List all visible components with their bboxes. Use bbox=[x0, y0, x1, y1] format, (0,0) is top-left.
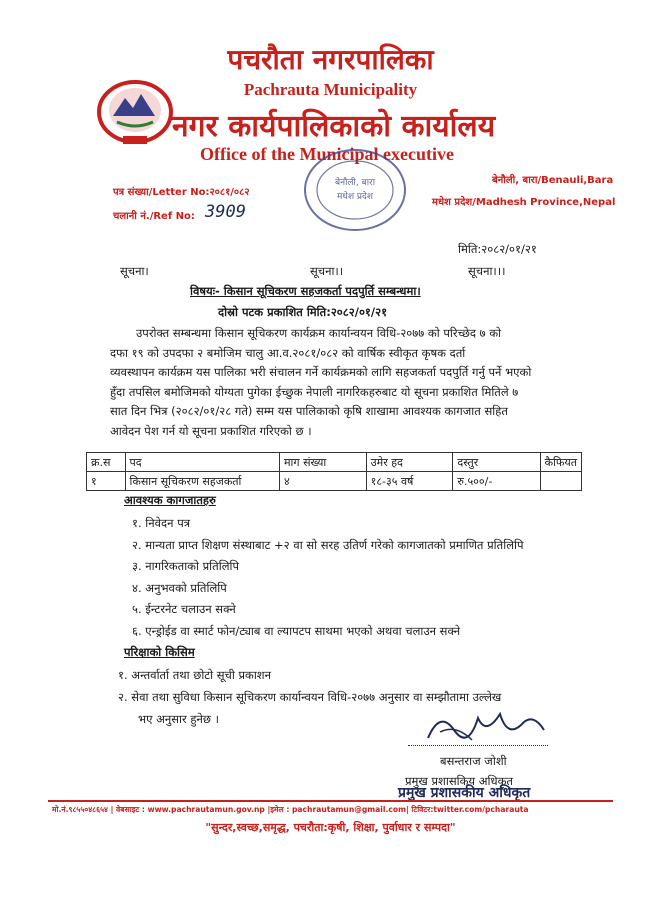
nepal-emblem-logo bbox=[95, 78, 175, 146]
list-item: २. मान्यता प्राप्त शिक्षण संस्थाबाट +२ वा सो सरह उतिर्ण गरेको कागजातको प्रमाणित प्रतिलिपि bbox=[132, 537, 524, 552]
notice-label-1: सूचना। bbox=[120, 264, 149, 278]
signature-line bbox=[408, 745, 548, 746]
table-cell: किसान सूचिकरण सहजकर्ता bbox=[125, 472, 279, 491]
footer-slogan: "सुन्दर,स्वच्छ,समृद्ध, पचरौता:कृषी, शिक्षा, पुर्वाधार र सम्पदा" bbox=[205, 821, 456, 834]
footer-contact: मो.नं.९८५५०४८६५४ | वेबसाइट : www.pachrautamun.gov.np |इमेल : pachrautamun@gmail.com| टिविटर:twitter.com/pcharauta bbox=[52, 805, 529, 814]
paragraph-line: सात दिन भित्र (२०८२/०१/२८ गते) सम्म यस पालिकाको कृषि शाखामा आवश्यक कागजात सहित bbox=[110, 404, 508, 418]
table-header-cell: क्र.स bbox=[87, 453, 126, 472]
svg-text:बेनौली, बारा: बेनौली, बारा bbox=[334, 178, 376, 188]
ref-number-handwritten: 3909 bbox=[205, 202, 246, 222]
notice-label-3: सूचना।।। bbox=[468, 264, 506, 278]
table-header-cell: दस्तुर bbox=[453, 453, 540, 472]
list-item: ४. अनुभवको प्रतिलिपि bbox=[132, 580, 227, 595]
table-header-cell: पद bbox=[125, 453, 279, 472]
paragraph-line: दफा १९ को उपदफा २ बमोजिम चालु आ.व.२०८१/०८२ को वार्षिक स्वीकृत कृषक दर्ता bbox=[110, 345, 466, 360]
office-name-np: नगर कार्यपालिकाको कार्यालय bbox=[172, 109, 496, 144]
table-cell: रु.५००/- bbox=[453, 472, 540, 491]
handwritten-signature bbox=[420, 700, 550, 748]
paragraph-line: आवेदन पेश गर्न यो सूचना प्रकाशित गरिएको छ । bbox=[110, 423, 312, 438]
table-header-cell: कैफियत bbox=[540, 453, 581, 472]
address-line-1: बेनौली, बारा/Benauli,Bara bbox=[492, 175, 614, 186]
table-cell: ४ bbox=[279, 472, 366, 491]
ref-number-label: चलानी नं./Ref No: bbox=[113, 211, 195, 222]
list-item: भए अनुसार हुनेछ । bbox=[138, 712, 219, 726]
table-cell: १८-३५ वर्ष bbox=[366, 472, 453, 491]
notice-subject: विषयः- किसान सूचिकरण सहजकर्ता पदपुर्ति सम्बन्धमा। bbox=[190, 284, 421, 298]
designation-stamp: प्रमुख प्रशासकीय अधिकृत bbox=[398, 785, 531, 801]
office-round-stamp bbox=[300, 145, 410, 235]
municipality-name-en: Pachrauta Municipality bbox=[243, 80, 418, 99]
office-name-en: Office of the Municipal executive bbox=[200, 144, 454, 164]
list-item: ५. ईन्टरनेट चलाउन सक्ने bbox=[132, 602, 236, 616]
letter-number: पत्र संख्या/Letter No:२०८१/०८२ bbox=[113, 187, 250, 198]
table-row bbox=[87, 472, 582, 491]
table-header-cell: उमेर हद bbox=[366, 453, 453, 472]
paragraph-line: व्यवस्थापन कार्यक्रम यस पालिका भरी संचालन गर्ने कार्यक्रमको लागि सहजकर्ता पदपुर्ति गर्नु पर्ने भएको bbox=[110, 365, 532, 379]
documents-heading: आवश्यक कागजातहरु bbox=[124, 493, 216, 507]
signatory-name: बसन्तराज जोशी bbox=[440, 754, 507, 768]
footer-divider bbox=[48, 800, 613, 802]
list-item: ३. नागरिकताको प्रतिलिपि bbox=[132, 559, 240, 573]
notice-label-2: सूचना।। bbox=[310, 264, 344, 278]
signatory-title: प्रमुख प्रशासकिय अधिकृत bbox=[405, 774, 513, 788]
list-item: २. सेवा तथा सुविधा किसान सूचिकरण कार्यान्वयन विधि-२०७७ अनुसार वा सम्झौतामा उल्लेख bbox=[118, 690, 502, 704]
notice-paragraph bbox=[110, 324, 580, 441]
exam-heading: परिक्षाको किसिम bbox=[124, 645, 195, 659]
address-line-2: मधेश प्रदेश/Madhesh Province,Nepal bbox=[432, 197, 616, 208]
table-header-row bbox=[87, 453, 582, 472]
svg-text:मधेश प्रदेश: मधेश प्रदेश bbox=[337, 192, 373, 202]
list-item: १. निवेदन पत्र bbox=[132, 516, 191, 530]
list-item: १. अन्तर्वार्ता तथा छोटो सूची प्रकाशन bbox=[118, 668, 272, 682]
vacancy-table bbox=[86, 452, 582, 491]
notice-date: मिति:२०८२/०१/२१ bbox=[458, 242, 537, 256]
table-cell: १ bbox=[87, 472, 126, 491]
table-cell bbox=[540, 472, 581, 491]
paragraph-line: उपरोक्त सम्बन्धमा किसान सूचिकरण कार्यक्रम कार्यान्वयन विधि-२०७७ को परिच्छेद ७ को bbox=[136, 326, 502, 340]
table-header-cell: माग संख्या bbox=[279, 453, 366, 472]
municipality-name-np: पचरौता नगरपालिका bbox=[227, 43, 434, 76]
documents-list bbox=[132, 513, 524, 642]
second-published-date: दोस्रो पटक प्रकाशित मिति:२०८२/०१/२१ bbox=[218, 305, 388, 319]
list-item: ६. एन्ड्रोईड वा स्मार्ट फोन/ट्याब वा ल्यापटप साथमा भएको अथवा चलाउन सक्ने bbox=[132, 623, 461, 638]
paragraph-line: हुँदा तपसिल बमोजिमको योग्यता पुगेका ईच्छुक नेपाली नागरिकहरुबाट यो सूचना प्रकाशित मितिले ७ bbox=[110, 384, 519, 399]
